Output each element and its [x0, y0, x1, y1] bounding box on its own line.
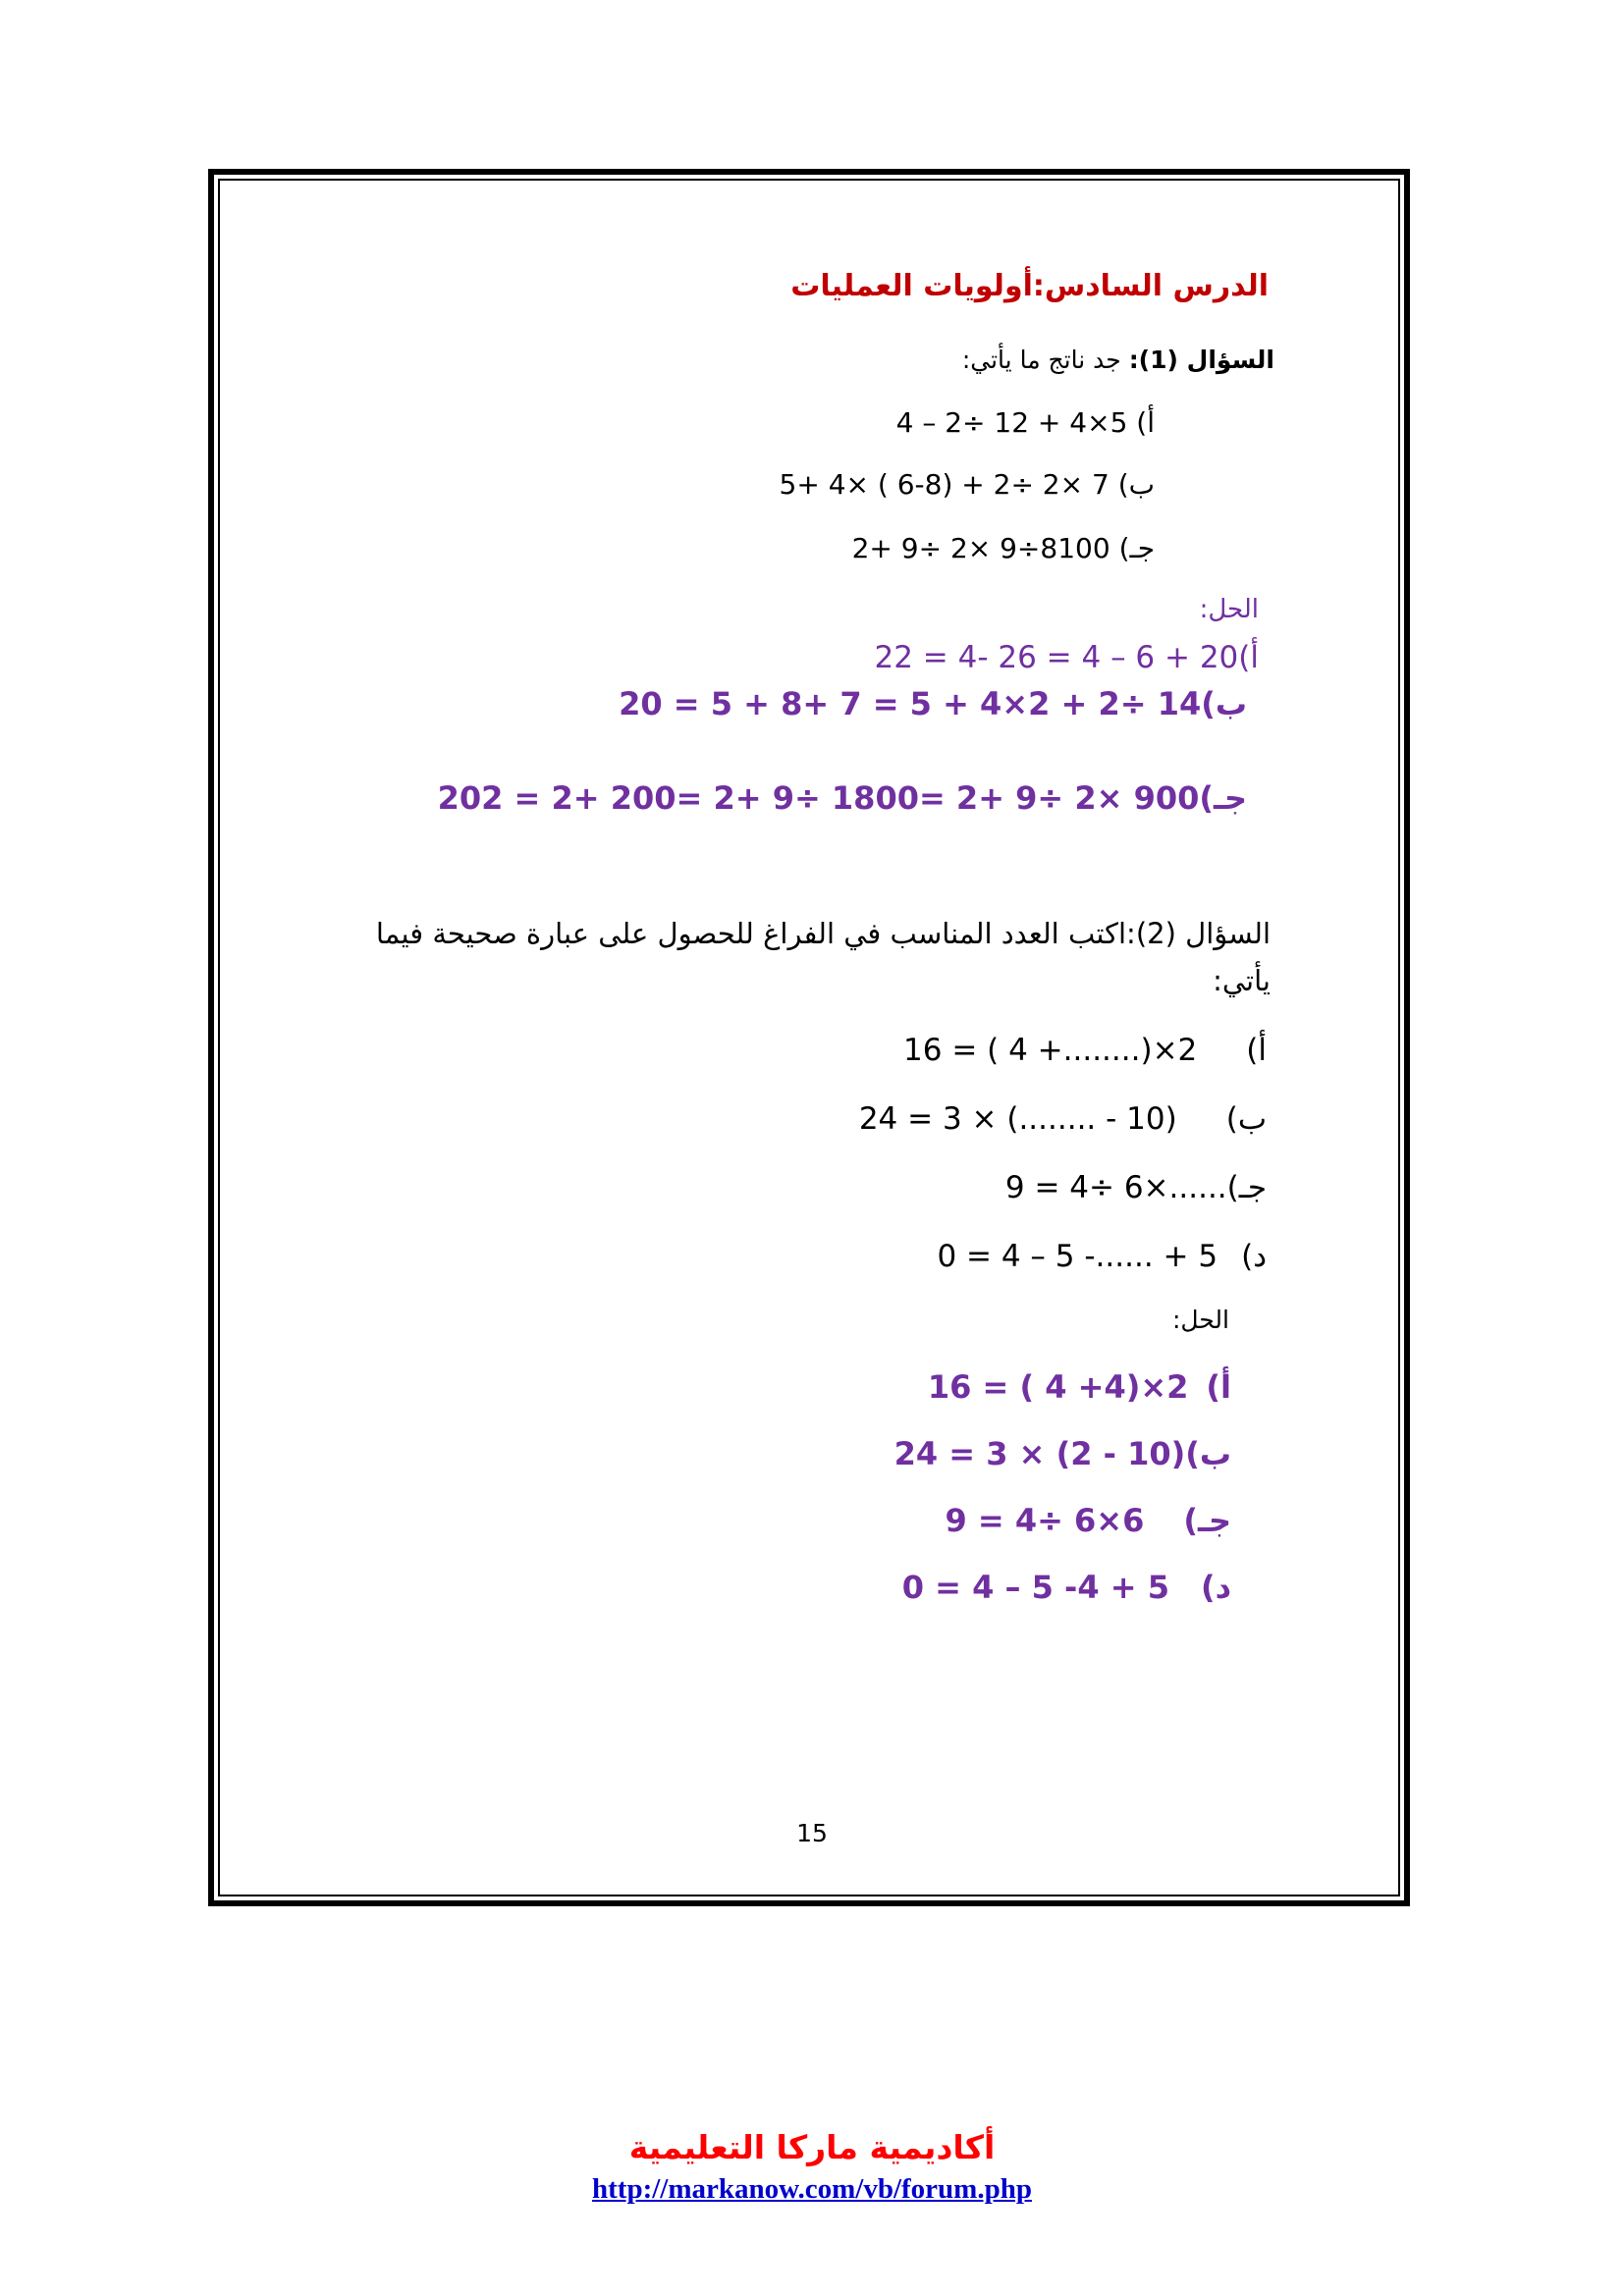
- q1-solution-a-expr: 22 = 4- 26 = 4 – 6 + 20: [874, 640, 1239, 675]
- q2-solution-c-label: جـ): [1183, 1502, 1231, 1539]
- q1-solution-b: [619, 685, 1247, 722]
- q2-item-d-label: د): [1241, 1239, 1267, 1274]
- footer-link[interactable]: http://markanow.com/vb/forum.php: [592, 2173, 1032, 2205]
- q1-solution-c-expr: 202 = 2+ 200= 2+ 9÷ 1800= 2+ 9÷ 2× 900: [437, 779, 1200, 817]
- q1-solution-b-label: ب): [1201, 685, 1247, 722]
- q2-solution-label: الحل:: [1171, 1306, 1229, 1334]
- q2-item-c-label: جـ): [1226, 1170, 1267, 1205]
- q2-prompt-line2: يأتي:: [1213, 964, 1271, 997]
- q2-item-d: [937, 1239, 1267, 1274]
- q2-solution-d-expr: 0 = 4 – 5 -4 + 5: [901, 1569, 1169, 1606]
- q2-item-b-label: ب): [1225, 1101, 1267, 1137]
- q2-solution-a: [928, 1368, 1231, 1406]
- q1-prompt: [962, 346, 1274, 374]
- q2-item-a: [903, 1033, 1267, 1068]
- q1-item-a-label: أ): [1136, 406, 1155, 439]
- q1-item-c-expr: 2+ 9÷ 2× 9÷8100: [851, 532, 1110, 564]
- q1-solution-a-label: أ): [1238, 640, 1259, 675]
- q2-prompt-line1: السؤال (2):اكتب العدد المناسب في الفراغ للحصول على عبارة صحيحة فيما: [375, 917, 1271, 950]
- q2-solution-b-expr: 24 = 3 × (2 - 10): [893, 1435, 1186, 1472]
- q2-item-a-label: أ): [1246, 1033, 1267, 1068]
- q1-solution-b-expr: 20 = 5 + 8+ 7 = 5 + 4×2 + 2÷ 14: [619, 685, 1202, 722]
- lesson-title: الدرس السادس:أولويات العمليات: [790, 269, 1269, 303]
- q1-item-c: [852, 532, 1155, 564]
- q1-solution-a: [874, 640, 1259, 675]
- q1-item-a-expr: 4 – 2÷ 12 + 4×5: [895, 406, 1128, 439]
- q2-item-c: [1005, 1170, 1267, 1205]
- q1-solution-label: الحل:: [1199, 595, 1259, 624]
- q1-item-c-label: جـ): [1118, 532, 1155, 564]
- q1-item-b-label: ب): [1117, 468, 1155, 501]
- q2-solution-c: [945, 1502, 1231, 1539]
- q2-item-b-expr: 24 = 3 × (........ - 10): [858, 1101, 1177, 1137]
- q2-solution-c-expr: 9 = 4÷ 6×6: [945, 1502, 1145, 1539]
- q2-item-b: [859, 1101, 1267, 1137]
- q2-solution-d: [902, 1569, 1231, 1606]
- q2-solution-a-expr: 16 = ( 4 +4)×2: [927, 1368, 1189, 1406]
- q1-heading: السؤال (1):: [1128, 346, 1274, 374]
- q1-item-a: [896, 406, 1155, 439]
- q2-solution-a-label: أ): [1206, 1368, 1231, 1406]
- q2-item-d-expr: 0 = 4 – 5 -...... + 5: [937, 1239, 1218, 1274]
- q2-item-a-expr: 16 = ( 4 +........)×2: [903, 1033, 1198, 1068]
- q1-solution-c: [438, 779, 1247, 817]
- q2-solution-d-label: د): [1200, 1569, 1231, 1606]
- q1-item-b: [780, 468, 1155, 501]
- q1-item-b-expr: 5+ 4× ( 6-8) + 2÷ 2× 7: [779, 468, 1110, 501]
- q2-solution-b-label: ب): [1185, 1435, 1231, 1472]
- q1-text: جد ناتج ما يأتي:: [961, 346, 1129, 374]
- footer-academy-name: أكاديمية ماركا التعليمية: [628, 2128, 996, 2166]
- q2-item-c-expr: 9 = 4÷ 6×......: [1004, 1170, 1227, 1205]
- q1-solution-c-label: جـ): [1199, 779, 1247, 817]
- q2-solution-b: [894, 1435, 1231, 1472]
- page-number: 15: [796, 1819, 828, 1847]
